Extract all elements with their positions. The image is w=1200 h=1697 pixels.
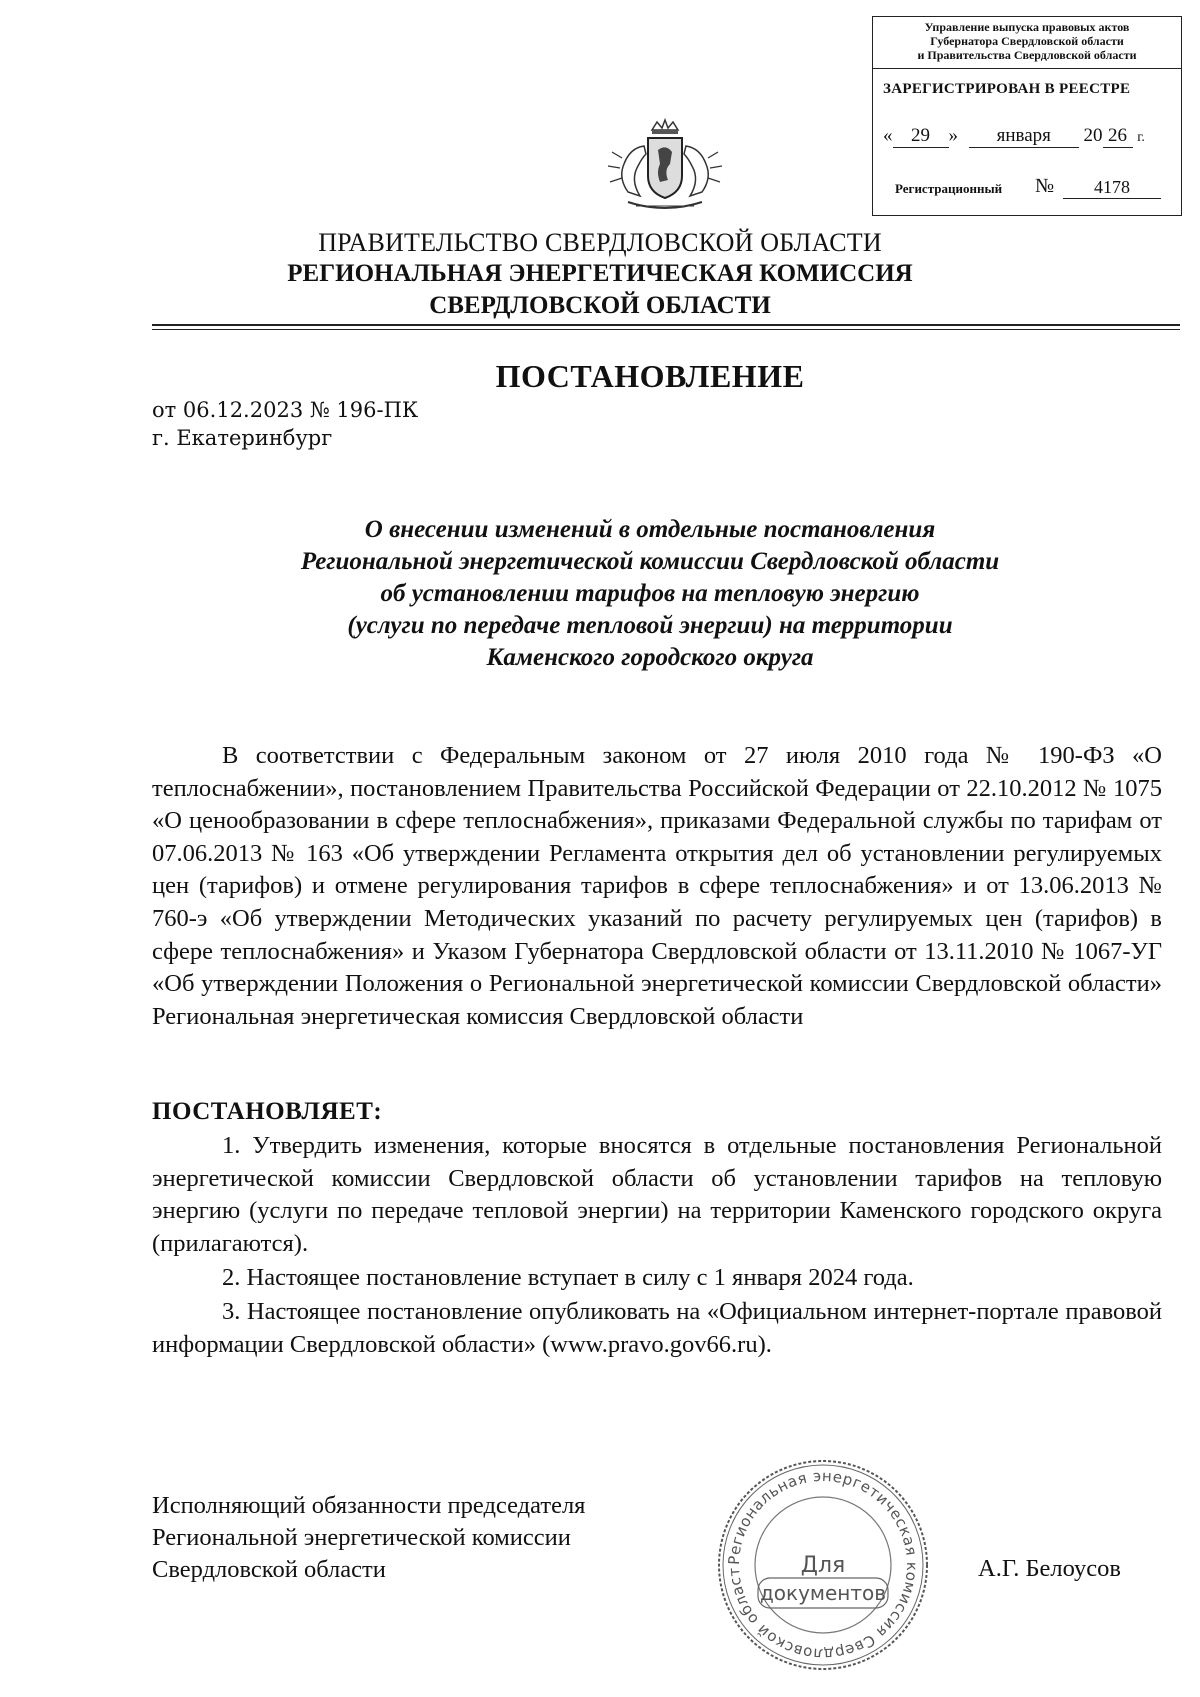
header-divider xyxy=(152,324,1180,326)
decree-word: ПОСТАНОВЛЯЕТ: xyxy=(152,1098,383,1125)
official-seal xyxy=(708,1450,938,1680)
signatory-name: А.Г. Белоусов xyxy=(978,1555,1121,1582)
signatory-position-line: Исполняющий обязанности председателя xyxy=(152,1492,586,1519)
registration-date: « 29 » января 20 26 г. xyxy=(883,125,1145,146)
registration-year-unit: г. xyxy=(1137,130,1145,145)
subject-line: О внесении изменений в отдельные постановления xyxy=(364,516,936,543)
subject-line: Региональной энергетической комиссии Свердловской области xyxy=(300,548,1000,575)
preamble-paragraph: В соответствии с Федеральным законом от 27 июля 2010 года № 190-ФЗ «О теплоснабжении», постановлением Правительства Российской Федерации от 22.10.2012 № 1075 «О ценообразовании в сфере теплоснабжения», приказами Федеральной службы по тарифам от 07.06.2013 № 163 «Об утверждении Регламента открытия дел об установлении регулируемых цен (тарифов) и отмене регулирования тарифов в сфере теплоснабжения» и от 13.06.2013 № 760-э «Об утверждении Методических указаний по расчету регулируемых цен (тарифов) в сфере теплоснабжения» и Указом Губернатора Свердловской области от 13.11.2010 № 1067-УГ «Об утверждении Положения о Региональной энергетической комиссии Свердловской области» Региональная энергетическая комиссия Свердловской области xyxy=(152,742,1162,1030)
registration-header-line: Управление выпуска правовых актов xyxy=(924,20,1130,34)
registration-day: 29 xyxy=(893,125,949,148)
subject-line: Каменского городского округа xyxy=(486,644,814,671)
document-type: ПОСТАНОВЛЕНИЕ xyxy=(495,358,805,394)
government-name: ПРАВИТЕЛЬСТВО СВЕРДЛОВСКОЙ ОБЛАСТИ xyxy=(318,228,882,257)
document-city: г. Екатеринбург xyxy=(152,426,333,450)
registration-number: 4178 xyxy=(1063,177,1161,199)
svg-text:Региональная энергетическая ко: Региональная энергетическая комиссия Свердловской област xyxy=(724,1466,922,1664)
registration-box xyxy=(872,16,1182,216)
decree-item-2: 2. Настоящее постановление вступает в силу с 1 января 2024 года. xyxy=(222,1264,914,1291)
commission-name-line2: СВЕРДЛОВСКОЙ ОБЛАСТИ xyxy=(429,292,771,319)
subject-line: (услуги по передаче тепловой энергии) на территории xyxy=(347,612,953,639)
document-date-number: от 06.12.2023 № 196-ПК xyxy=(152,398,419,422)
registration-month: января xyxy=(969,125,1079,148)
signatory-position-line: Региональной энергетической комиссии xyxy=(152,1524,571,1551)
subject-line: об установлении тарифов на тепловую энергию xyxy=(380,580,920,607)
registration-year-prefix: 20 xyxy=(1083,125,1103,146)
registration-year-suffix: 26 xyxy=(1103,125,1133,148)
decree-item-3: 3. Настоящее постановление опубликовать на «Официальном интернет-портале правовой информации Свердловской области» (www.pravo.gov66.ru). xyxy=(152,1298,1162,1358)
registration-number-sign: № xyxy=(1035,175,1055,197)
registration-header-line: Губернатора Свердловской области xyxy=(930,34,1124,48)
svg-text:Для: Для xyxy=(800,1553,846,1578)
registration-title: ЗАРЕГИСТРИРОВАН В РЕЕСТРЕ xyxy=(883,81,1131,97)
registration-header-line: и Правительства Свердловской области xyxy=(917,48,1137,62)
commission-name-line1: РЕГИОНАЛЬНАЯ ЭНЕРГЕТИЧЕСКАЯ КОМИССИЯ xyxy=(287,260,913,287)
coat-of-arms-icon xyxy=(600,118,730,218)
registration-header xyxy=(873,17,1181,69)
registration-number-label: Регистрационный xyxy=(895,181,1003,196)
svg-text:документов: документов xyxy=(759,1581,887,1605)
signatory-position-line: Свердловской области xyxy=(152,1556,386,1583)
decree-item-1: 1. Утвердить изменения, которые вносятся в отдельные постановления Региональной энергетической комиссии Свердловской области об установлении тарифов на тепловую энергию (услуги по передаче тепловой энергии) на территории Каменского городского округа (прилагаются). xyxy=(152,1132,1162,1257)
header-divider-thin xyxy=(152,329,1180,330)
